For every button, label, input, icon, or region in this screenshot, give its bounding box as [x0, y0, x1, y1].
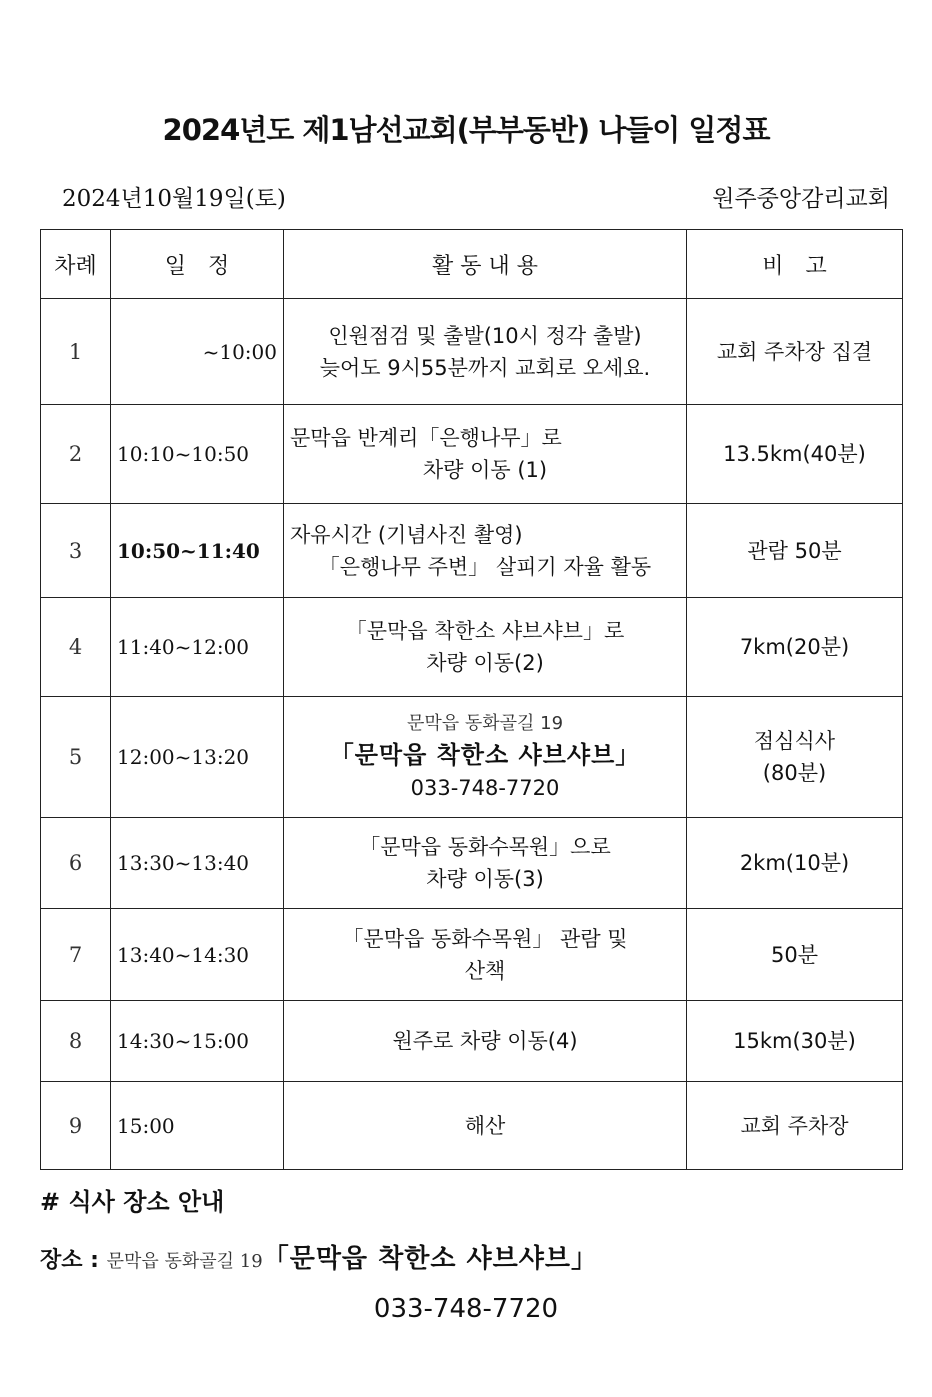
row-activity: 원주로 차량 이동(4)	[284, 1001, 687, 1082]
row-number: 3	[41, 504, 111, 598]
place-name: 「문막읍 착한소 샤브샤브」	[262, 1244, 598, 1274]
header-note: 비 고	[687, 230, 903, 299]
note-line: 점심식사	[753, 729, 836, 753]
event-date: 2024년10월19일(토)	[62, 186, 286, 212]
row-activity	[284, 299, 687, 405]
table-row	[41, 405, 903, 504]
row-activity	[284, 697, 687, 818]
restaurant-name: 「문막읍 착한소 샤브샤브」	[329, 741, 641, 769]
row-number: 2	[41, 405, 111, 504]
meal-place-heading: # 식사 장소 안내	[40, 1188, 225, 1216]
table-row	[41, 1001, 903, 1082]
row-activity: 해산	[284, 1082, 687, 1170]
row-time: 14:30~15:00	[111, 1001, 284, 1082]
restaurant-address: 문막읍 동화골길 19	[406, 713, 564, 734]
row-time: 11:40~12:00	[111, 598, 284, 697]
restaurant-phone: 033-748-7720	[410, 776, 560, 800]
row-activity	[284, 504, 687, 598]
row-note: 13.5km(40분)	[687, 405, 903, 504]
activity-line: 늦어도 9시55분까지 교회로 오세요.	[319, 355, 651, 380]
activity-line: 인원점검 및 출발(10시 정각 출발)	[328, 323, 642, 348]
activity-line: 차량 이동 (1)	[422, 458, 548, 482]
row-note: 50분	[687, 909, 903, 1001]
row-time: 13:30~13:40	[111, 818, 284, 909]
table-row	[41, 504, 903, 598]
row-time: ~10:00	[111, 299, 284, 405]
table-header-row	[41, 230, 903, 299]
row-time: 10:10~10:50	[111, 405, 284, 504]
table-row	[41, 909, 903, 1001]
schedule-table	[40, 229, 903, 1170]
church-name: 원주중앙감리교회	[712, 186, 890, 212]
row-number: 8	[41, 1001, 111, 1082]
row-number: 9	[41, 1082, 111, 1170]
place-address: 문막읍 동화골길 19	[106, 1251, 263, 1272]
row-time: 12:00~13:20	[111, 697, 284, 818]
activity-line: 「은행나무 주변」 살피기 자율 활동	[318, 554, 652, 579]
row-note: 2km(10분)	[687, 818, 903, 909]
meal-place	[40, 1238, 598, 1275]
row-number: 4	[41, 598, 111, 697]
row-activity	[284, 405, 687, 504]
header-activity: 활 동 내 용	[284, 230, 687, 299]
row-note	[687, 697, 903, 818]
activity-line: 문막읍 반계리「은행나무」로	[290, 426, 562, 450]
activity-line: 「문막읍 착한소 샤브샤브」로	[345, 619, 625, 643]
note-line: (80분)	[762, 761, 827, 785]
row-note: 15km(30분)	[687, 1001, 903, 1082]
row-number: 7	[41, 909, 111, 1001]
row-activity	[284, 909, 687, 1001]
activity-line: 차량 이동(2)	[426, 651, 544, 675]
table-row	[41, 299, 903, 405]
row-activity	[284, 818, 687, 909]
place-label: 장소 :	[40, 1248, 107, 1273]
page-title: 2024년도 제1남선교회(부부동반) 나들이 일정표	[162, 113, 770, 147]
row-number: 5	[41, 697, 111, 818]
row-number: 6	[41, 818, 111, 909]
activity-line: 산책	[464, 958, 506, 983]
row-time: 13:40~14:30	[111, 909, 284, 1001]
table-row	[41, 598, 903, 697]
row-activity	[284, 598, 687, 697]
activity-line: 차량 이동(3)	[426, 867, 544, 891]
table-row	[41, 697, 903, 818]
activity-line: 자유시간 (기념사진 촬영)	[290, 522, 523, 547]
row-time: 10:50~11:40	[111, 504, 284, 598]
header-order: 차례	[41, 230, 111, 299]
place-phone: 033-748-7720	[373, 1294, 559, 1324]
row-note: 교회 주차장	[687, 1082, 903, 1170]
row-note: 7km(20분)	[687, 598, 903, 697]
row-time: 15:00	[111, 1082, 284, 1170]
row-note: 관람 50분	[687, 504, 903, 598]
row-number: 1	[41, 299, 111, 405]
row-note: 교회 주차장 집결	[687, 299, 903, 405]
header-schedule: 일 정	[111, 230, 284, 299]
table-row	[41, 1082, 903, 1170]
activity-line: 「문막읍 동화수목원」 관람 및	[342, 926, 628, 951]
activity-line: 「문막읍 동화수목원」으로	[359, 835, 611, 859]
table-row	[41, 818, 903, 909]
